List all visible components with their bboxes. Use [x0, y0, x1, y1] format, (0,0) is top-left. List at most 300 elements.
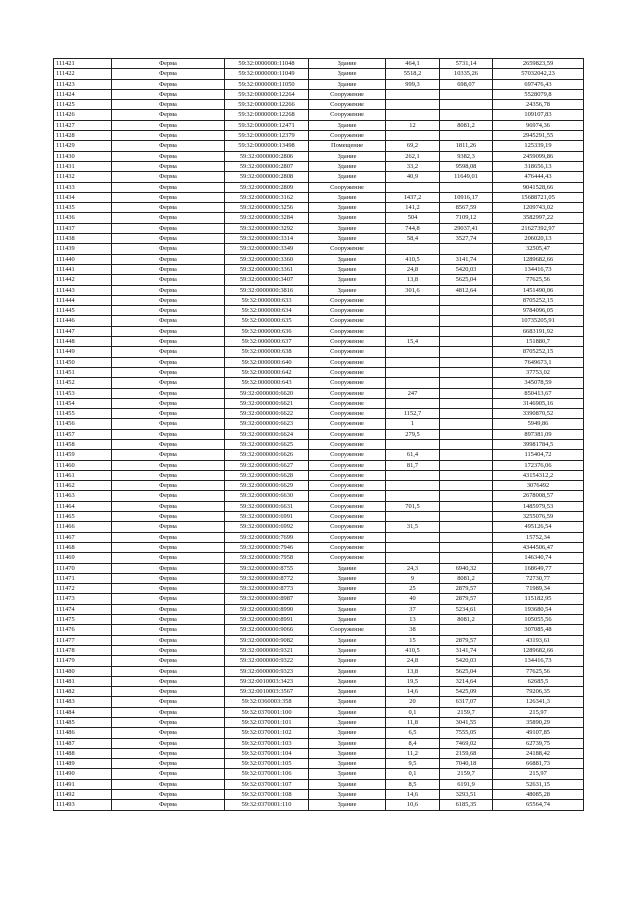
area-value-cell: 8,5	[386, 779, 440, 789]
unit-value-cell: 698,07	[440, 79, 493, 89]
object-type-cell: Сооружение	[309, 429, 386, 439]
cadastral-number-cell: 59:32:0370001:110	[225, 800, 309, 810]
area-value-cell: 1	[386, 419, 440, 429]
unit-value-cell: 7469,02	[440, 738, 493, 748]
unit-value-cell	[440, 357, 493, 367]
cadastral-number-cell: 59:32:0000000:3292	[225, 223, 309, 233]
cadastral-cost-cell: 43193,61	[493, 635, 584, 645]
object-type-cell: Здание	[309, 69, 386, 79]
table-row	[54, 367, 584, 377]
object-type-cell: Здание	[309, 254, 386, 264]
cadastral-cost-cell: 115182,95	[493, 594, 584, 604]
cadastral-number-cell: 59:32:0000000:9066	[225, 625, 309, 635]
area-value-cell: 464,1	[386, 59, 440, 69]
cadastral-number-cell: 59:32:0000000:12266	[225, 100, 309, 110]
cadastral-cost-cell: 77625,56	[493, 275, 584, 285]
cadastral-cost-cell: 43154312,2	[493, 470, 584, 480]
unit-value-cell	[440, 110, 493, 120]
cadastral-cost-cell: 105055,56	[493, 615, 584, 625]
object-type-cell: Сооружение	[309, 470, 386, 480]
cadastral-cost-cell: 65564,74	[493, 800, 584, 810]
unit-value-cell: 2879,57	[440, 635, 493, 645]
table-row	[54, 264, 584, 274]
object-name-cell: Ферма	[112, 409, 225, 419]
object-type-cell: Здание	[309, 234, 386, 244]
row-number-cell: 111435	[54, 203, 112, 213]
object-name-cell: Ферма	[112, 69, 225, 79]
unit-value-cell: 3527,74	[440, 234, 493, 244]
cadastral-cost-cell: 39981784,5	[493, 439, 584, 449]
unit-value-cell: 7040,18	[440, 759, 493, 769]
cadastral-number-cell: 59:32:0000000:6622	[225, 409, 309, 419]
cadastral-cost-cell: 495126,54	[493, 522, 584, 532]
cadastral-cost-cell: 1289682,66	[493, 254, 584, 264]
object-type-cell: Здание	[309, 192, 386, 202]
row-number-cell: 111477	[54, 635, 112, 645]
cadastral-cost-cell: 8705252,15	[493, 295, 584, 305]
cadastral-cost-cell: 476444,43	[493, 172, 584, 182]
cadastral-number-cell: 59:32:0000000:6991	[225, 512, 309, 522]
object-name-cell: Ферма	[112, 234, 225, 244]
area-value-cell	[386, 491, 440, 501]
cadastral-number-cell: 59:32:0000000:638	[225, 347, 309, 357]
row-number-cell: 111491	[54, 779, 112, 789]
row-number-cell: 111463	[54, 491, 112, 501]
table-row	[54, 161, 584, 171]
area-value-cell: 1437,2	[386, 192, 440, 202]
unit-value-cell: 6191,9	[440, 779, 493, 789]
object-type-cell: Сооружение	[309, 182, 386, 192]
unit-value-cell: 11649,01	[440, 172, 493, 182]
object-type-cell: Здание	[309, 656, 386, 666]
unit-value-cell: 2159,7	[440, 707, 493, 717]
object-type-cell: Сооружение	[309, 378, 386, 388]
cadastral-number-cell: 59:32:0000000:9323	[225, 666, 309, 676]
row-number-cell: 111472	[54, 584, 112, 594]
object-name-cell: Ферма	[112, 481, 225, 491]
object-name-cell: Ферма	[112, 439, 225, 449]
row-number-cell: 111474	[54, 604, 112, 614]
table-row	[54, 234, 584, 244]
object-type-cell: Здание	[309, 800, 386, 810]
table-row	[54, 254, 584, 264]
table-row	[54, 666, 584, 676]
cadastral-number-cell: 59:32:0000000:6625	[225, 439, 309, 449]
cadastral-number-cell: 59:32:0000000:6620	[225, 388, 309, 398]
row-number-cell: 111490	[54, 769, 112, 779]
cadastral-cost-cell: 134416,73	[493, 656, 584, 666]
row-number-cell: 111454	[54, 398, 112, 408]
cadastral-cost-cell: 193680,54	[493, 604, 584, 614]
cadastral-cost-cell: 2945291,55	[493, 131, 584, 141]
area-value-cell	[386, 481, 440, 491]
cadastral-cost-cell: 172376,06	[493, 460, 584, 470]
row-number-cell: 111456	[54, 419, 112, 429]
row-number-cell: 111466	[54, 522, 112, 532]
object-name-cell: Ферма	[112, 707, 225, 717]
area-value-cell	[386, 512, 440, 522]
area-value-cell: 15,4	[386, 337, 440, 347]
cadastral-number-cell: 59:32:0000000:636	[225, 326, 309, 336]
row-number-cell: 111452	[54, 378, 112, 388]
row-number-cell: 111489	[54, 759, 112, 769]
document-page	[53, 58, 583, 811]
object-type-cell: Сооружение	[309, 532, 386, 542]
object-type-cell: Сооружение	[309, 491, 386, 501]
cadastral-cost-cell: 79206,35	[493, 687, 584, 697]
cadastral-number-cell: 59:32:0000000:2809	[225, 182, 309, 192]
cadastral-cost-cell: 62739,75	[493, 738, 584, 748]
object-name-cell: Ферма	[112, 388, 225, 398]
row-number-cell: 111450	[54, 357, 112, 367]
unit-value-cell: 9598,08	[440, 161, 493, 171]
table-row	[54, 388, 584, 398]
object-name-cell: Ферма	[112, 501, 225, 511]
unit-value-cell: 5625,04	[440, 666, 493, 676]
area-value-cell: 247	[386, 388, 440, 398]
cadastral-cost-cell: 7649673,1	[493, 357, 584, 367]
unit-value-cell: 7109,12	[440, 213, 493, 223]
row-number-cell: 111449	[54, 347, 112, 357]
cadastral-cost-cell: 206020,13	[493, 234, 584, 244]
object-type-cell: Сооружение	[309, 481, 386, 491]
cadastral-cost-cell: 697476,43	[493, 79, 584, 89]
object-type-cell: Сооружение	[309, 306, 386, 316]
area-value-cell: 13,8	[386, 275, 440, 285]
object-type-cell: Сооружение	[309, 512, 386, 522]
cadastral-cost-cell: 24356,78	[493, 100, 584, 110]
object-type-cell: Здание	[309, 676, 386, 686]
cadastral-number-cell: 59:32:0000000:9322	[225, 656, 309, 666]
table-row	[54, 100, 584, 110]
unit-value-cell	[440, 244, 493, 254]
cadastral-cost-cell: 24188,42	[493, 748, 584, 758]
object-name-cell: Ферма	[112, 203, 225, 213]
cadastral-number-cell: 59:32:0000000:6628	[225, 470, 309, 480]
unit-value-cell	[440, 470, 493, 480]
unit-value-cell	[440, 398, 493, 408]
unit-value-cell	[440, 481, 493, 491]
row-number-cell: 111464	[54, 501, 112, 511]
unit-value-cell	[440, 450, 493, 460]
object-name-cell: Ферма	[112, 367, 225, 377]
cadastral-number-cell: 59:32:0000000:8990	[225, 604, 309, 614]
unit-value-cell	[440, 131, 493, 141]
table-row	[54, 584, 584, 594]
object-type-cell: Сооружение	[309, 522, 386, 532]
cadastral-cost-cell: 897381,09	[493, 429, 584, 439]
unit-value-cell	[440, 501, 493, 511]
cadastral-number-cell: 59:32:0000000:3284	[225, 213, 309, 223]
cadastral-cost-cell: 72730,77	[493, 573, 584, 583]
cadastral-cost-cell: 32505,47	[493, 244, 584, 254]
object-type-cell: Сооружение	[309, 388, 386, 398]
row-number-cell: 111442	[54, 275, 112, 285]
table-row	[54, 89, 584, 99]
cadastral-cost-cell: 9041528,66	[493, 182, 584, 192]
cadastral-number-cell: 59:32:0370001:100	[225, 707, 309, 717]
cadastral-number-cell: 59:32:0000000:7699	[225, 532, 309, 542]
object-name-cell: Ферма	[112, 656, 225, 666]
area-value-cell: 12	[386, 120, 440, 130]
object-type-cell: Сооружение	[309, 625, 386, 635]
unit-value-cell	[440, 316, 493, 326]
table-row	[54, 491, 584, 501]
object-name-cell: Ферма	[112, 697, 225, 707]
cadastral-number-cell: 59:32:0000000:7958	[225, 553, 309, 563]
cadastral-cost-cell: 48085,28	[493, 790, 584, 800]
object-name-cell: Ферма	[112, 141, 225, 151]
area-value-cell: 999,3	[386, 79, 440, 89]
row-number-cell: 111465	[54, 512, 112, 522]
table-row	[54, 450, 584, 460]
area-value-cell: 0,1	[386, 707, 440, 717]
cadastral-cost-cell: 15752,34	[493, 532, 584, 542]
unit-value-cell: 29037,41	[440, 223, 493, 233]
cadastral-cost-cell: 10735205,91	[493, 316, 584, 326]
unit-value-cell	[440, 89, 493, 99]
row-number-cell: 111423	[54, 79, 112, 89]
cadastral-cost-cell: 57032042,23	[493, 69, 584, 79]
unit-value-cell: 3141,74	[440, 645, 493, 655]
object-name-cell: Ферма	[112, 491, 225, 501]
row-number-cell: 111488	[54, 748, 112, 758]
table-row	[54, 687, 584, 697]
table-row	[54, 192, 584, 202]
area-value-cell	[386, 306, 440, 316]
unit-value-cell: 2879,57	[440, 584, 493, 594]
cadastral-number-cell: 59:32:0000000:3256	[225, 203, 309, 213]
cadastral-number-cell: 59:32:0000000:3361	[225, 264, 309, 274]
area-value-cell: 24,8	[386, 264, 440, 274]
table-row	[54, 635, 584, 645]
unit-value-cell	[440, 378, 493, 388]
row-number-cell: 111443	[54, 285, 112, 295]
area-value-cell	[386, 326, 440, 336]
object-name-cell: Ферма	[112, 254, 225, 264]
row-number-cell: 111444	[54, 295, 112, 305]
table-row	[54, 748, 584, 758]
cadastral-number-cell: 59:32:0000000:8773	[225, 584, 309, 594]
cadastral-number-cell: 59:32:0000000:6621	[225, 398, 309, 408]
area-value-cell: 40,9	[386, 172, 440, 182]
object-name-cell: Ферма	[112, 604, 225, 614]
cadastral-cost-cell: 77625,56	[493, 666, 584, 676]
area-value-cell: 37	[386, 604, 440, 614]
cadastral-number-cell: 59:32:0000000:9082	[225, 635, 309, 645]
object-name-cell: Ферма	[112, 151, 225, 161]
row-number-cell: 111487	[54, 738, 112, 748]
object-name-cell: Ферма	[112, 213, 225, 223]
unit-value-cell	[440, 625, 493, 635]
row-number-cell: 111437	[54, 223, 112, 233]
object-name-cell: Ферма	[112, 120, 225, 130]
row-number-cell: 111436	[54, 213, 112, 223]
row-number-cell: 111432	[54, 172, 112, 182]
object-type-cell: Здание	[309, 707, 386, 717]
unit-value-cell: 5425,09	[440, 687, 493, 697]
unit-value-cell: 8081,2	[440, 120, 493, 130]
table-row	[54, 419, 584, 429]
table-row	[54, 244, 584, 254]
object-name-cell: Ферма	[112, 223, 225, 233]
cadastral-number-cell: 59:32:0370001:107	[225, 779, 309, 789]
table-row	[54, 151, 584, 161]
object-name-cell: Ферма	[112, 718, 225, 728]
cadastral-number-cell: 59:32:0000000:634	[225, 306, 309, 316]
object-name-cell: Ферма	[112, 450, 225, 460]
cadastral-number-cell: 59:32:0000000:3816	[225, 285, 309, 295]
object-type-cell: Сооружение	[309, 542, 386, 552]
row-number-cell: 111455	[54, 409, 112, 419]
unit-value-cell: 3141,74	[440, 254, 493, 264]
object-type-cell: Здание	[309, 604, 386, 614]
object-name-cell: Ферма	[112, 357, 225, 367]
area-value-cell: 14,6	[386, 790, 440, 800]
area-value-cell: 33,2	[386, 161, 440, 171]
unit-value-cell: 6317,07	[440, 697, 493, 707]
unit-value-cell	[440, 182, 493, 192]
object-name-cell: Ферма	[112, 470, 225, 480]
area-value-cell: 9,5	[386, 759, 440, 769]
object-name-cell: Ферма	[112, 326, 225, 336]
row-number-cell: 111468	[54, 542, 112, 552]
area-value-cell	[386, 100, 440, 110]
object-type-cell: Сооружение	[309, 357, 386, 367]
object-type-cell: Сооружение	[309, 244, 386, 254]
cadastral-number-cell: 59:32:0000000:2808	[225, 172, 309, 182]
cadastral-number-cell: 59:32:0000000:11050	[225, 79, 309, 89]
object-type-cell: Здание	[309, 645, 386, 655]
unit-value-cell: 4812,64	[440, 285, 493, 295]
unit-value-cell	[440, 532, 493, 542]
object-name-cell: Ферма	[112, 264, 225, 274]
object-name-cell: Ферма	[112, 532, 225, 542]
table-row	[54, 625, 584, 635]
object-type-cell: Сооружение	[309, 439, 386, 449]
cadastral-cost-cell: 5949,86	[493, 419, 584, 429]
object-type-cell: Помещение	[309, 141, 386, 151]
row-number-cell: 111448	[54, 337, 112, 347]
table-row	[54, 378, 584, 388]
object-type-cell: Здание	[309, 161, 386, 171]
object-name-cell: Ферма	[112, 542, 225, 552]
cadastral-number-cell: 59:32:0000000:11049	[225, 69, 309, 79]
object-name-cell: Ферма	[112, 512, 225, 522]
object-type-cell: Сооружение	[309, 460, 386, 470]
area-value-cell: 81,7	[386, 460, 440, 470]
object-name-cell: Ферма	[112, 738, 225, 748]
area-value-cell: 40	[386, 594, 440, 604]
cadastral-number-cell: 59:32:0000000:633	[225, 295, 309, 305]
cadastral-cost-cell: 850413,67	[493, 388, 584, 398]
cadastral-number-cell: 59:32:0000000:12268	[225, 110, 309, 120]
cadastral-cost-cell: 146340,74	[493, 553, 584, 563]
cadastral-cost-cell: 9784096,05	[493, 306, 584, 316]
unit-value-cell	[440, 100, 493, 110]
object-type-cell: Здание	[309, 563, 386, 573]
cadastral-cost-cell: 115404,72	[493, 450, 584, 460]
object-name-cell: Ферма	[112, 306, 225, 316]
area-value-cell: 15	[386, 635, 440, 645]
object-type-cell: Сооружение	[309, 450, 386, 460]
object-type-cell: Сооружение	[309, 337, 386, 347]
area-value-cell	[386, 316, 440, 326]
unit-value-cell	[440, 367, 493, 377]
object-name-cell: Ферма	[112, 295, 225, 305]
cadastral-cost-cell: 6683191,92	[493, 326, 584, 336]
row-number-cell: 111453	[54, 388, 112, 398]
row-number-cell: 111479	[54, 656, 112, 666]
object-name-cell: Ферма	[112, 398, 225, 408]
unit-value-cell	[440, 460, 493, 470]
row-number-cell: 111422	[54, 69, 112, 79]
area-value-cell	[386, 357, 440, 367]
object-name-cell: Ферма	[112, 429, 225, 439]
object-name-cell: Ферма	[112, 337, 225, 347]
cadastral-cost-cell: 3076492	[493, 481, 584, 491]
cadastral-cost-cell: 35890,29	[493, 718, 584, 728]
unit-value-cell: 5420,03	[440, 656, 493, 666]
row-number-cell: 111476	[54, 625, 112, 635]
area-value-cell: 744,8	[386, 223, 440, 233]
table-row	[54, 676, 584, 686]
object-type-cell: Здание	[309, 275, 386, 285]
cadastral-cost-cell: 37753,02	[493, 367, 584, 377]
table-row	[54, 573, 584, 583]
area-value-cell: 504	[386, 213, 440, 223]
unit-value-cell: 8081,2	[440, 573, 493, 583]
table-row	[54, 779, 584, 789]
row-number-cell: 111430	[54, 151, 112, 161]
table-row	[54, 656, 584, 666]
object-type-cell: Здание	[309, 594, 386, 604]
cadastral-cost-cell: 8705252,15	[493, 347, 584, 357]
cadastral-number-cell: 59:32:0370001:101	[225, 718, 309, 728]
object-name-cell: Ферма	[112, 800, 225, 810]
object-type-cell: Здание	[309, 584, 386, 594]
object-type-cell: Здание	[309, 223, 386, 233]
cadastral-cost-cell: 15688721,05	[493, 192, 584, 202]
table-row	[54, 697, 584, 707]
table-row	[54, 213, 584, 223]
cadastral-number-cell: 59:32:0000000:7946	[225, 542, 309, 552]
row-number-cell: 111493	[54, 800, 112, 810]
unit-value-cell: 3293,51	[440, 790, 493, 800]
row-number-cell: 111473	[54, 594, 112, 604]
cadastral-number-cell: 59:32:0000000:6627	[225, 460, 309, 470]
area-value-cell	[386, 367, 440, 377]
object-type-cell: Здание	[309, 120, 386, 130]
cadastral-number-cell: 59:32:0000000:3360	[225, 254, 309, 264]
table-row	[54, 542, 584, 552]
cadastral-cost-cell: 1485979,53	[493, 501, 584, 511]
cadastral-number-cell: 59:32:0370001:104	[225, 748, 309, 758]
table-row	[54, 110, 584, 120]
area-value-cell	[386, 398, 440, 408]
table-row	[54, 182, 584, 192]
cadastral-number-cell: 59:32:0370001:106	[225, 769, 309, 779]
object-type-cell: Сооружение	[309, 110, 386, 120]
area-value-cell: 25	[386, 584, 440, 594]
cadastral-number-cell: 59:32:0010003:3567	[225, 687, 309, 697]
object-type-cell: Здание	[309, 748, 386, 758]
cadastral-number-cell: 59:32:0010003:3423	[225, 676, 309, 686]
object-type-cell: Здание	[309, 151, 386, 161]
unit-value-cell	[440, 429, 493, 439]
row-number-cell: 111426	[54, 110, 112, 120]
row-number-cell: 111457	[54, 429, 112, 439]
